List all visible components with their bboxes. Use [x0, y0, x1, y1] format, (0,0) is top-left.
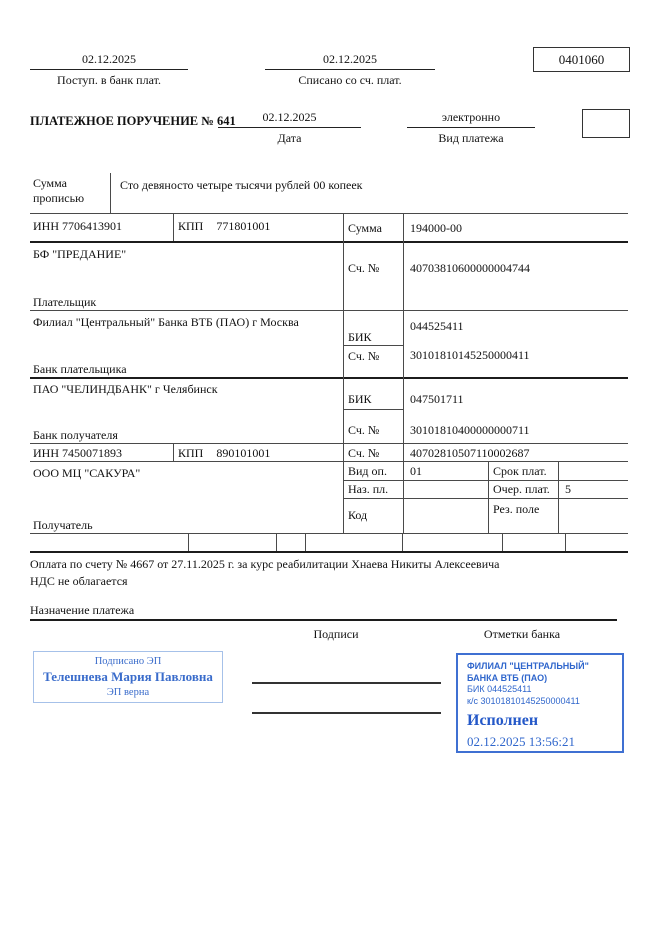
beneficiary-bank-bik-value: 047501711	[410, 392, 464, 406]
beneficiary-kpp	[178, 446, 270, 461]
beneficiary-account-label: Сч. №	[348, 446, 380, 460]
beneficiary-kpp-label: КПП	[178, 446, 204, 460]
divider	[188, 533, 189, 551]
divider	[502, 533, 503, 551]
amount-in-words-label: Сумма прописью	[33, 176, 85, 205]
vid-op-label: Вид оп.	[348, 464, 387, 478]
beneficiary-bank-name: ПАО "ЧЕЛИНДБАНК" г Челябинск	[33, 382, 218, 396]
payment-kind-label: Вид платежа	[438, 131, 504, 145]
purpose-text-line1: Оплата по счету № 4667 от 27.11.2025 г. за курс реабилитации Хнаева Никиты Алексеевича	[30, 557, 500, 571]
bank-stamp	[456, 653, 624, 753]
payment-kind-value: электронно	[407, 110, 535, 128]
divider	[30, 213, 628, 214]
received-date-label: Поступ. в банк плат.	[57, 73, 161, 87]
beneficiary-bank-account-value: 30101810400000000711	[410, 423, 530, 437]
divider	[30, 310, 628, 311]
payer-bank-bik-value: 044525411	[410, 319, 464, 333]
payer-name: БФ "ПРЕДАНИЕ"	[33, 247, 127, 261]
divider	[343, 480, 628, 481]
payer-kpp	[178, 219, 270, 234]
divider	[402, 533, 403, 551]
bank-stamp-bank-name: ФИЛИАЛ "ЦЕНТРАЛЬНЫЙ" БАНКА ВТБ (ПАО)	[467, 661, 589, 683]
beneficiary-bank-account-label: Сч. №	[348, 423, 380, 437]
vid-op-value: 01	[410, 464, 422, 478]
divider	[305, 533, 306, 551]
document-date-label: Дата	[277, 131, 302, 145]
debited-date-value: 02.12.2025	[265, 52, 435, 70]
divider	[343, 345, 404, 346]
divider	[30, 533, 628, 534]
beneficiary-name: ООО МЦ "САКУРА"	[33, 466, 141, 480]
amount-label: Сумма	[348, 221, 382, 235]
divider	[403, 213, 404, 533]
payer-bank-account-value: 30101810145250000411	[410, 348, 530, 362]
divider	[558, 461, 559, 533]
divider	[30, 241, 628, 243]
ocher-plat-label: Очер. плат.	[493, 482, 550, 496]
beneficiary-inn: ИНН 7450071893	[33, 446, 122, 460]
received-in-bank-block	[30, 52, 188, 88]
divider	[173, 443, 174, 461]
divider	[343, 498, 628, 499]
payer-account-label: Сч. №	[348, 261, 380, 275]
beneficiary-bank-bik-label: БИК	[348, 392, 372, 406]
divider	[565, 533, 566, 551]
beneficiary-bank-section-label: Банк получателя	[33, 428, 118, 442]
document-date-block	[218, 110, 361, 146]
signature-line-1	[252, 682, 441, 684]
divider	[343, 213, 344, 533]
received-date-value: 02.12.2025	[30, 52, 188, 70]
esignature-stamp	[33, 651, 223, 703]
divider	[30, 377, 628, 379]
rez-pole-label: Рез. поле	[493, 502, 540, 516]
esignature-stamp-signer-name: Телешнева Мария Павловна	[43, 669, 213, 684]
bank-stamp-status: Исполнен	[467, 712, 539, 729]
debited-from-account-block	[265, 52, 435, 88]
payer-bank-bik-label: БИК	[348, 330, 372, 344]
bank-stamp-timestamp: 02.12.2025 13:56:21	[467, 734, 575, 749]
payer-kpp-label: КПП	[178, 219, 204, 233]
esignature-stamp-top-text: Подписано ЭП	[94, 656, 162, 667]
divider	[110, 173, 111, 213]
bank-marks-label: Отметки банка	[483, 627, 561, 641]
bank-stamp-corr-account: к/с 30101810145250000411	[467, 695, 580, 706]
payer-account-value: 40703810600000004744	[410, 261, 530, 275]
divider	[30, 461, 628, 462]
ocher-plat-value: 5	[565, 482, 571, 496]
payer-bank-account-label: Сч. №	[348, 349, 380, 363]
divider	[30, 619, 617, 621]
naz-pl-label: Наз. пл.	[348, 482, 389, 496]
bank-stamp-bik: БИК 044525411	[467, 684, 532, 694]
form-code-box	[533, 47, 630, 72]
srok-plat-label: Срок плат.	[493, 464, 547, 478]
payer-section-label: Плательщик	[33, 295, 97, 309]
amount-value: 194000-00	[410, 221, 462, 235]
purpose-section-label: Назначение платежа	[30, 603, 135, 617]
debited-date-label: Списано со сч. плат.	[298, 73, 402, 87]
signatures-label: Подписи	[313, 627, 359, 641]
document-date-value: 02.12.2025	[218, 110, 361, 128]
divider	[276, 533, 277, 551]
payer-bank-name: Филиал "Центральный" Банка ВТБ (ПАО) г Москва	[33, 315, 299, 329]
beneficiary-kpp-value: 890101001	[216, 446, 271, 460]
payer-inn: ИНН 7706413901	[33, 219, 122, 233]
esignature-stamp-bottom-text: ЭП верна	[106, 687, 150, 698]
signature-line-2	[252, 712, 441, 714]
divider	[343, 409, 404, 410]
form-code-value: 0401060	[558, 51, 605, 67]
payer-kpp-value: 771801001	[216, 219, 271, 233]
beneficiary-account-value: 40702810507110002687	[410, 446, 530, 460]
amount-in-words-value: Сто девяносто четыре тысячи рублей 00 копеек	[120, 178, 363, 192]
document-title: ПЛАТЕЖНОЕ ПОРУЧЕНИЕ № 641	[30, 114, 236, 128]
divider	[30, 551, 628, 553]
payer-bank-section-label: Банк плательщика	[33, 362, 127, 376]
divider	[173, 213, 174, 241]
payment-kind-block	[407, 110, 535, 146]
beneficiary-section-label: Получатель	[33, 518, 93, 532]
status-code-box	[582, 109, 630, 138]
purpose-text-line2: НДС не облагается	[30, 574, 128, 588]
divider	[488, 461, 489, 533]
kod-label: Код	[348, 508, 368, 522]
divider	[30, 443, 628, 444]
